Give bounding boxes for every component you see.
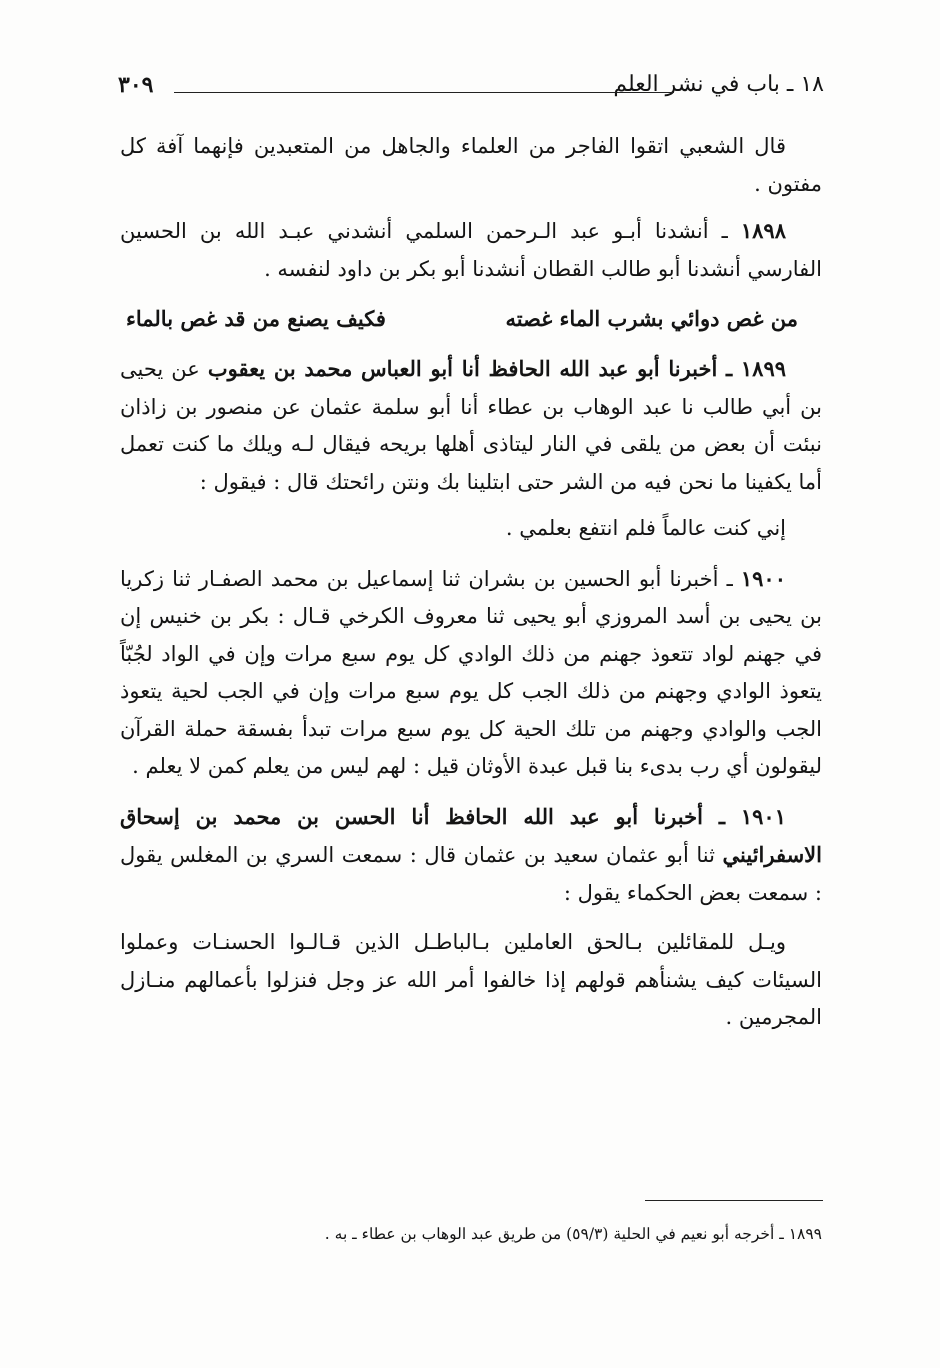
page-number: ٣٠٩ (118, 72, 154, 98)
verse-first-hemistich: من غص دوائي بشرب الماء غصته (505, 306, 798, 331)
paragraph-intro: قال الشعبي اتقوا الفاجر من العلماء والجاهل من المتعبدين فإنهما آفة كل مفتون . (120, 134, 822, 196)
quote-line: إني كنت عالماً فلم انتفع بعلمي . (505, 516, 786, 540)
header-rule (174, 92, 674, 93)
hadith-number: ١٩٠٠ (740, 565, 786, 591)
isnad-bold: ـ أخبرنا أبو عبد الله الحافظ أنا أبو العباس محمد بن يعقوب (207, 356, 741, 381)
hadith-number: ١٨٩٩ (740, 356, 787, 381)
page-body (120, 128, 822, 1049)
hadith-number: ١٩٠١ (740, 803, 786, 829)
paragraph-text: ـ أنشدنا أبـو عبد الـرحمن السلمي أنشدني عبـد الله بن الحسين الفارسي أنشدنا أبو طالب القطان أنشدنا أبو بكر بن داود لنفسه . (120, 219, 822, 281)
verse-second-hemistich: فكيف يصنع من قد غص بالماء (126, 306, 386, 331)
poetry-verse (120, 300, 822, 338)
chapter-title: ١٨ ـ باب في نشر العلم (613, 72, 824, 97)
paragraph-saying: ويـل للمقائلين بـالحق العاملين بـالباطـل الذين قـالـوا الحسنـات وعملوا السيئات كيف يشنأهم قولهم إذا خالفوا أمر الله عز وجل فنزلوا بأعمالهم منـازل المجرمين . (120, 930, 822, 1029)
hadith-number: ١٨٩٨ (740, 218, 786, 243)
running-header (118, 72, 824, 106)
isnad-bold: ـ أخبرنا أبو عبد الله الحافظ أنا الحسن بن محمد بن إسحاق الاسفرائيني (120, 803, 822, 867)
paragraph-text: ـ أخبرنا أبو الحسين بن بشران ثنا إسماعيل بن محمد الصفـار ثنا زكريا بن يحيى بن أسد المروزي أبو يحيى ثنا معروف الكرخي قـال : بكر بن خنيس إن في جهنم لواد تتعوذ جهنم من ذلك الوادي كل يوم سبع مرات وإن في الواد لجُبّاً يتعوذ الوادي وجهنم من ذلك الجب كل يوم سبع مرات وإن في الجب لحية يتعوذ الجب والوادي وجهنم من تلك الحية كل يوم سبع مرات تبدأ بفسقة حملة القرآن ليقولون أي رب بدىء بنا قبل عبدة الأوثان قيل : لهم ليس من يعلم كمن لا يعلم . (120, 566, 822, 778)
paragraph-1898 (120, 212, 822, 288)
paragraph-text: ثنا أبو عثمان سعيد بن عثمان قال : سمعت السري بن المغلس يقول : سمعت بعض الحكماء يقول : (120, 843, 822, 905)
paragraph-1899 (120, 350, 822, 501)
paragraph-text: عن يحيى بن أبي طالب نا عبد الوهاب بن عطاء أنا أبو سلمة عثمان عن منصور بن زاذان نبئت أن بعض من يلقى في النار ليتاذى أهلها بريحه فيقال لـه ويلك ما كنت تعمل أما يكفينا ما نحن فيه من الشر حتى ابتلينا بك ونتن رائحتك قال : فيقول : (120, 357, 822, 494)
paragraph-1901 (120, 798, 822, 913)
paragraph-1900 (120, 560, 822, 786)
footnote-rule (645, 1200, 823, 1201)
footnote: ١٨٩٩ ـ أخرجه أبو نعيم في الحلية (٥٩/٣) من طريق عبد الوهاب بن عطاء ـ به . (324, 1225, 822, 1243)
